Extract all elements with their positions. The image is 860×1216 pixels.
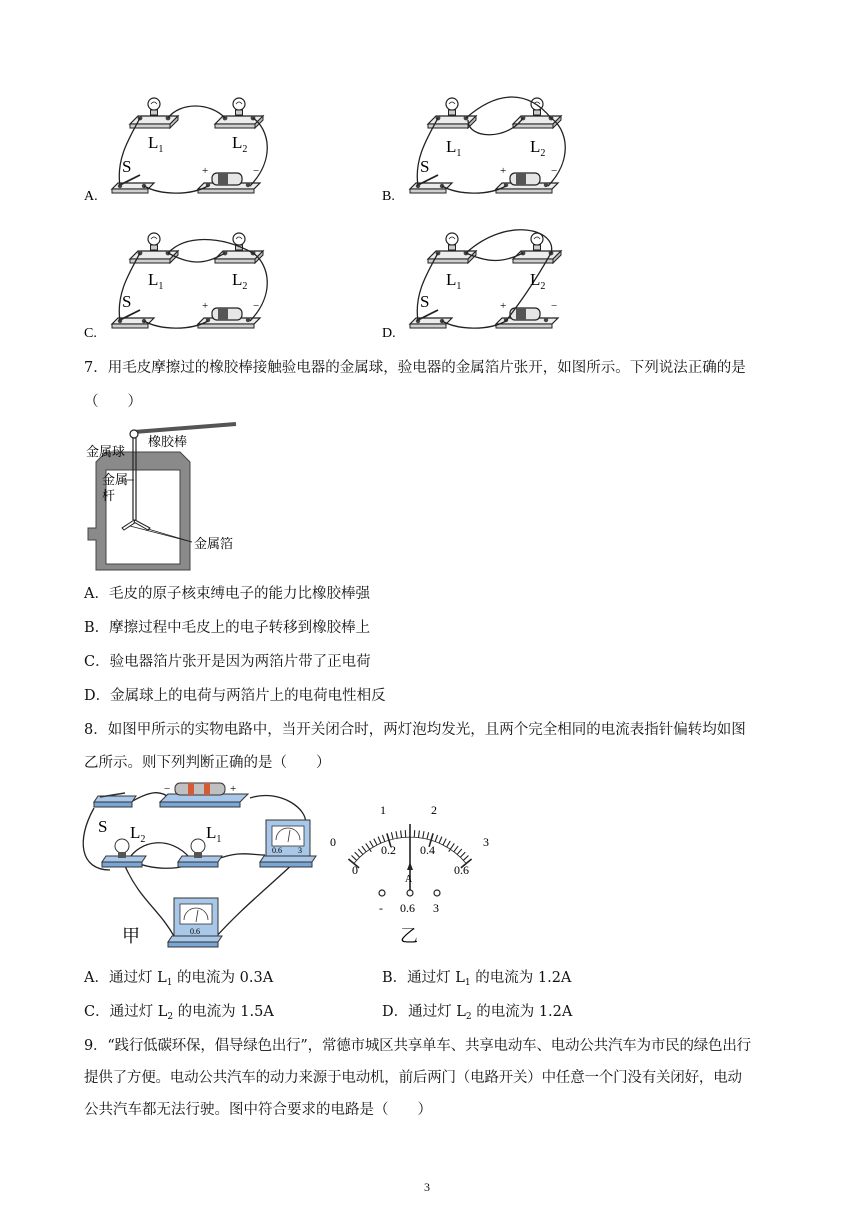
q6-option-d-circuit (410, 230, 561, 328)
dial-tick (460, 852, 465, 857)
q8-terminal-3: 3 (433, 901, 439, 915)
q9-line2: 提供了方便。电动公共汽车的动力来源于电动机，前后两门（电路开关）中任意一个门没有关闭好，电动 (84, 1070, 742, 1086)
q8-ammeter-right-term-3: 3 (298, 846, 302, 855)
q8-ammeter-bottom-term-06: 0.6 (190, 927, 200, 936)
svg-text:S: S (420, 157, 430, 176)
dial-tick (355, 852, 360, 857)
q6-option-c[interactable]: C. (84, 326, 97, 341)
q8-dial-bottom-2: 0.4 (420, 843, 435, 857)
q7-option-d[interactable]: D．金属球上的电荷与两箔片上的电荷电性相反 (84, 688, 386, 704)
svg-text:−: − (551, 165, 558, 177)
dial-tick (391, 832, 393, 839)
q6-option-b-circuit (410, 97, 565, 193)
svg-text:L1: $L_1$ (148, 133, 164, 155)
svg-text:S: S (122, 292, 132, 311)
q8-option-c[interactable]: C．通过灯 $L_2$ 的电流为 1.5A (84, 1004, 274, 1022)
dial-tick (439, 837, 442, 844)
dial-tick (358, 849, 363, 854)
svg-text:S: S (122, 157, 132, 176)
q7-electroscope-figure (84, 420, 264, 580)
q7-option-c[interactable]: C．验电器箔片张开是因为两箔片带了正电荷 (84, 654, 371, 670)
svg-text:A: A (405, 874, 413, 885)
q9-line1: 9．“践行低碳环保，倡导绿色出行”，常德市城区共享单车、共享电动车、电动公共汽车为市民的绿色出行 (84, 1038, 751, 1054)
q8-dial-top-0: 0 (330, 835, 336, 849)
dial-tick (447, 841, 451, 847)
q6-option-a[interactable]: A. (84, 189, 98, 204)
svg-text:L2: $L_2$ (232, 270, 248, 292)
svg-text:−: − (253, 165, 260, 177)
dial-tick (374, 839, 377, 845)
svg-text:S: S (420, 292, 430, 311)
q8-dial-top-2: 2 (431, 803, 437, 817)
svg-text:L2: $L_2$ (232, 133, 248, 155)
q8-terminal-minus: - (379, 901, 383, 915)
q8-terminal-06: 0.6 (400, 901, 415, 915)
q7-option-b[interactable]: B．摩擦过程中毛皮上的电子转移到橡胶棒上 (84, 620, 371, 636)
q6-option-a-circuit (112, 98, 267, 193)
q8-label-s: S (98, 817, 108, 836)
q8-option-a[interactable]: A．通过灯 $L_1$ 的电流为 0.3A (84, 970, 274, 988)
dial-tick (423, 831, 424, 838)
dial-tick (427, 832, 429, 839)
q7-label-stick-1: 金属 (102, 473, 129, 488)
q8-stem-line1: 8．如图甲所示的实物电路中，当开关闭合时，两灯泡均发光，且两个完全相同的电流表指针偏转均如图 (84, 722, 746, 738)
q7-label-rod: 橡胶棒 (148, 435, 188, 450)
svg-text:L1: $L_1$ (206, 823, 222, 845)
q8-label-jia: 甲 (122, 926, 140, 947)
dial-tick (382, 835, 384, 842)
q7-label-foil: 金属箔 (194, 537, 234, 552)
q6-option-b[interactable]: B. (382, 189, 395, 204)
svg-text:L2: $L_2$ (130, 823, 146, 845)
dial-tick (352, 856, 357, 861)
q6-circuit-figures (0, 80, 860, 350)
q8-dial-bottom-3: 0.6 (454, 863, 469, 877)
q8-battery-minus: − (164, 783, 171, 795)
q7-stem: 7．用毛皮摩擦过的橡胶棒接触验电器的金属球，验电器的金属箔片张开，如图所示。下列说法正确的是 (84, 360, 746, 376)
q9-line3: 公共汽车都无法行驶。图中符合要求的电路是（ ） (84, 1102, 432, 1118)
svg-text:L2: $L_2$ (530, 137, 546, 159)
q7-blank: （ ） (84, 394, 142, 410)
q8-dial-bottom-0: 0 (352, 863, 358, 877)
q8-dial-top-1: 1 (380, 803, 386, 817)
q7-option-a[interactable]: A．毛皮的原子核束缚电子的能力比橡胶棒强 (84, 586, 370, 602)
svg-text:+: + (500, 165, 507, 177)
q8-battery-plus: + (230, 783, 237, 795)
q8-dial-bottom-1: 0.2 (381, 843, 396, 857)
svg-text:+: + (202, 300, 209, 312)
dial-tick (454, 846, 458, 852)
svg-text:L1: $L_1$ (446, 137, 462, 159)
page-number: 3 (424, 1180, 430, 1194)
dial-tick (457, 849, 462, 854)
q8-figure-jia (80, 780, 330, 955)
svg-text:+: + (202, 165, 209, 177)
dial-tick (370, 841, 374, 847)
q8-option-b[interactable]: B．通过灯 $L_1$ 的电流为 1.2A (382, 970, 572, 988)
dial-tick (419, 831, 420, 838)
dial-tick (443, 839, 446, 845)
svg-text:L2: $L_2$ (530, 270, 546, 292)
q7-label-stick-2: 杆 (102, 489, 116, 504)
q8-figure-yi (320, 800, 500, 950)
svg-text:L1: $L_1$ (148, 270, 164, 292)
q7-label-ball: 金属球 (86, 445, 126, 460)
svg-text:L1: $L_1$ (446, 270, 462, 292)
dial-tick (435, 835, 437, 842)
q6-option-d[interactable]: D. (382, 326, 396, 341)
svg-text:+: + (500, 300, 507, 312)
q8-stem-line2: 乙所示。则下列判断正确的是（ ） (84, 755, 331, 771)
q6-option-c-circuit (112, 233, 267, 328)
dial-tick (396, 831, 397, 838)
q8-label-yi: 乙 (400, 926, 418, 947)
svg-text:−: − (551, 300, 558, 312)
svg-text:−: − (253, 300, 260, 312)
dial-tick (463, 856, 468, 861)
q8-option-d[interactable]: D．通过灯 $L_2$ 的电流为 1.2A (382, 1004, 573, 1022)
dial-tick (362, 846, 366, 852)
q8-ammeter-right-term-06: 0.6 (272, 846, 282, 855)
dial-tick (401, 831, 402, 838)
q8-dial-top-3: 3 (483, 835, 489, 849)
